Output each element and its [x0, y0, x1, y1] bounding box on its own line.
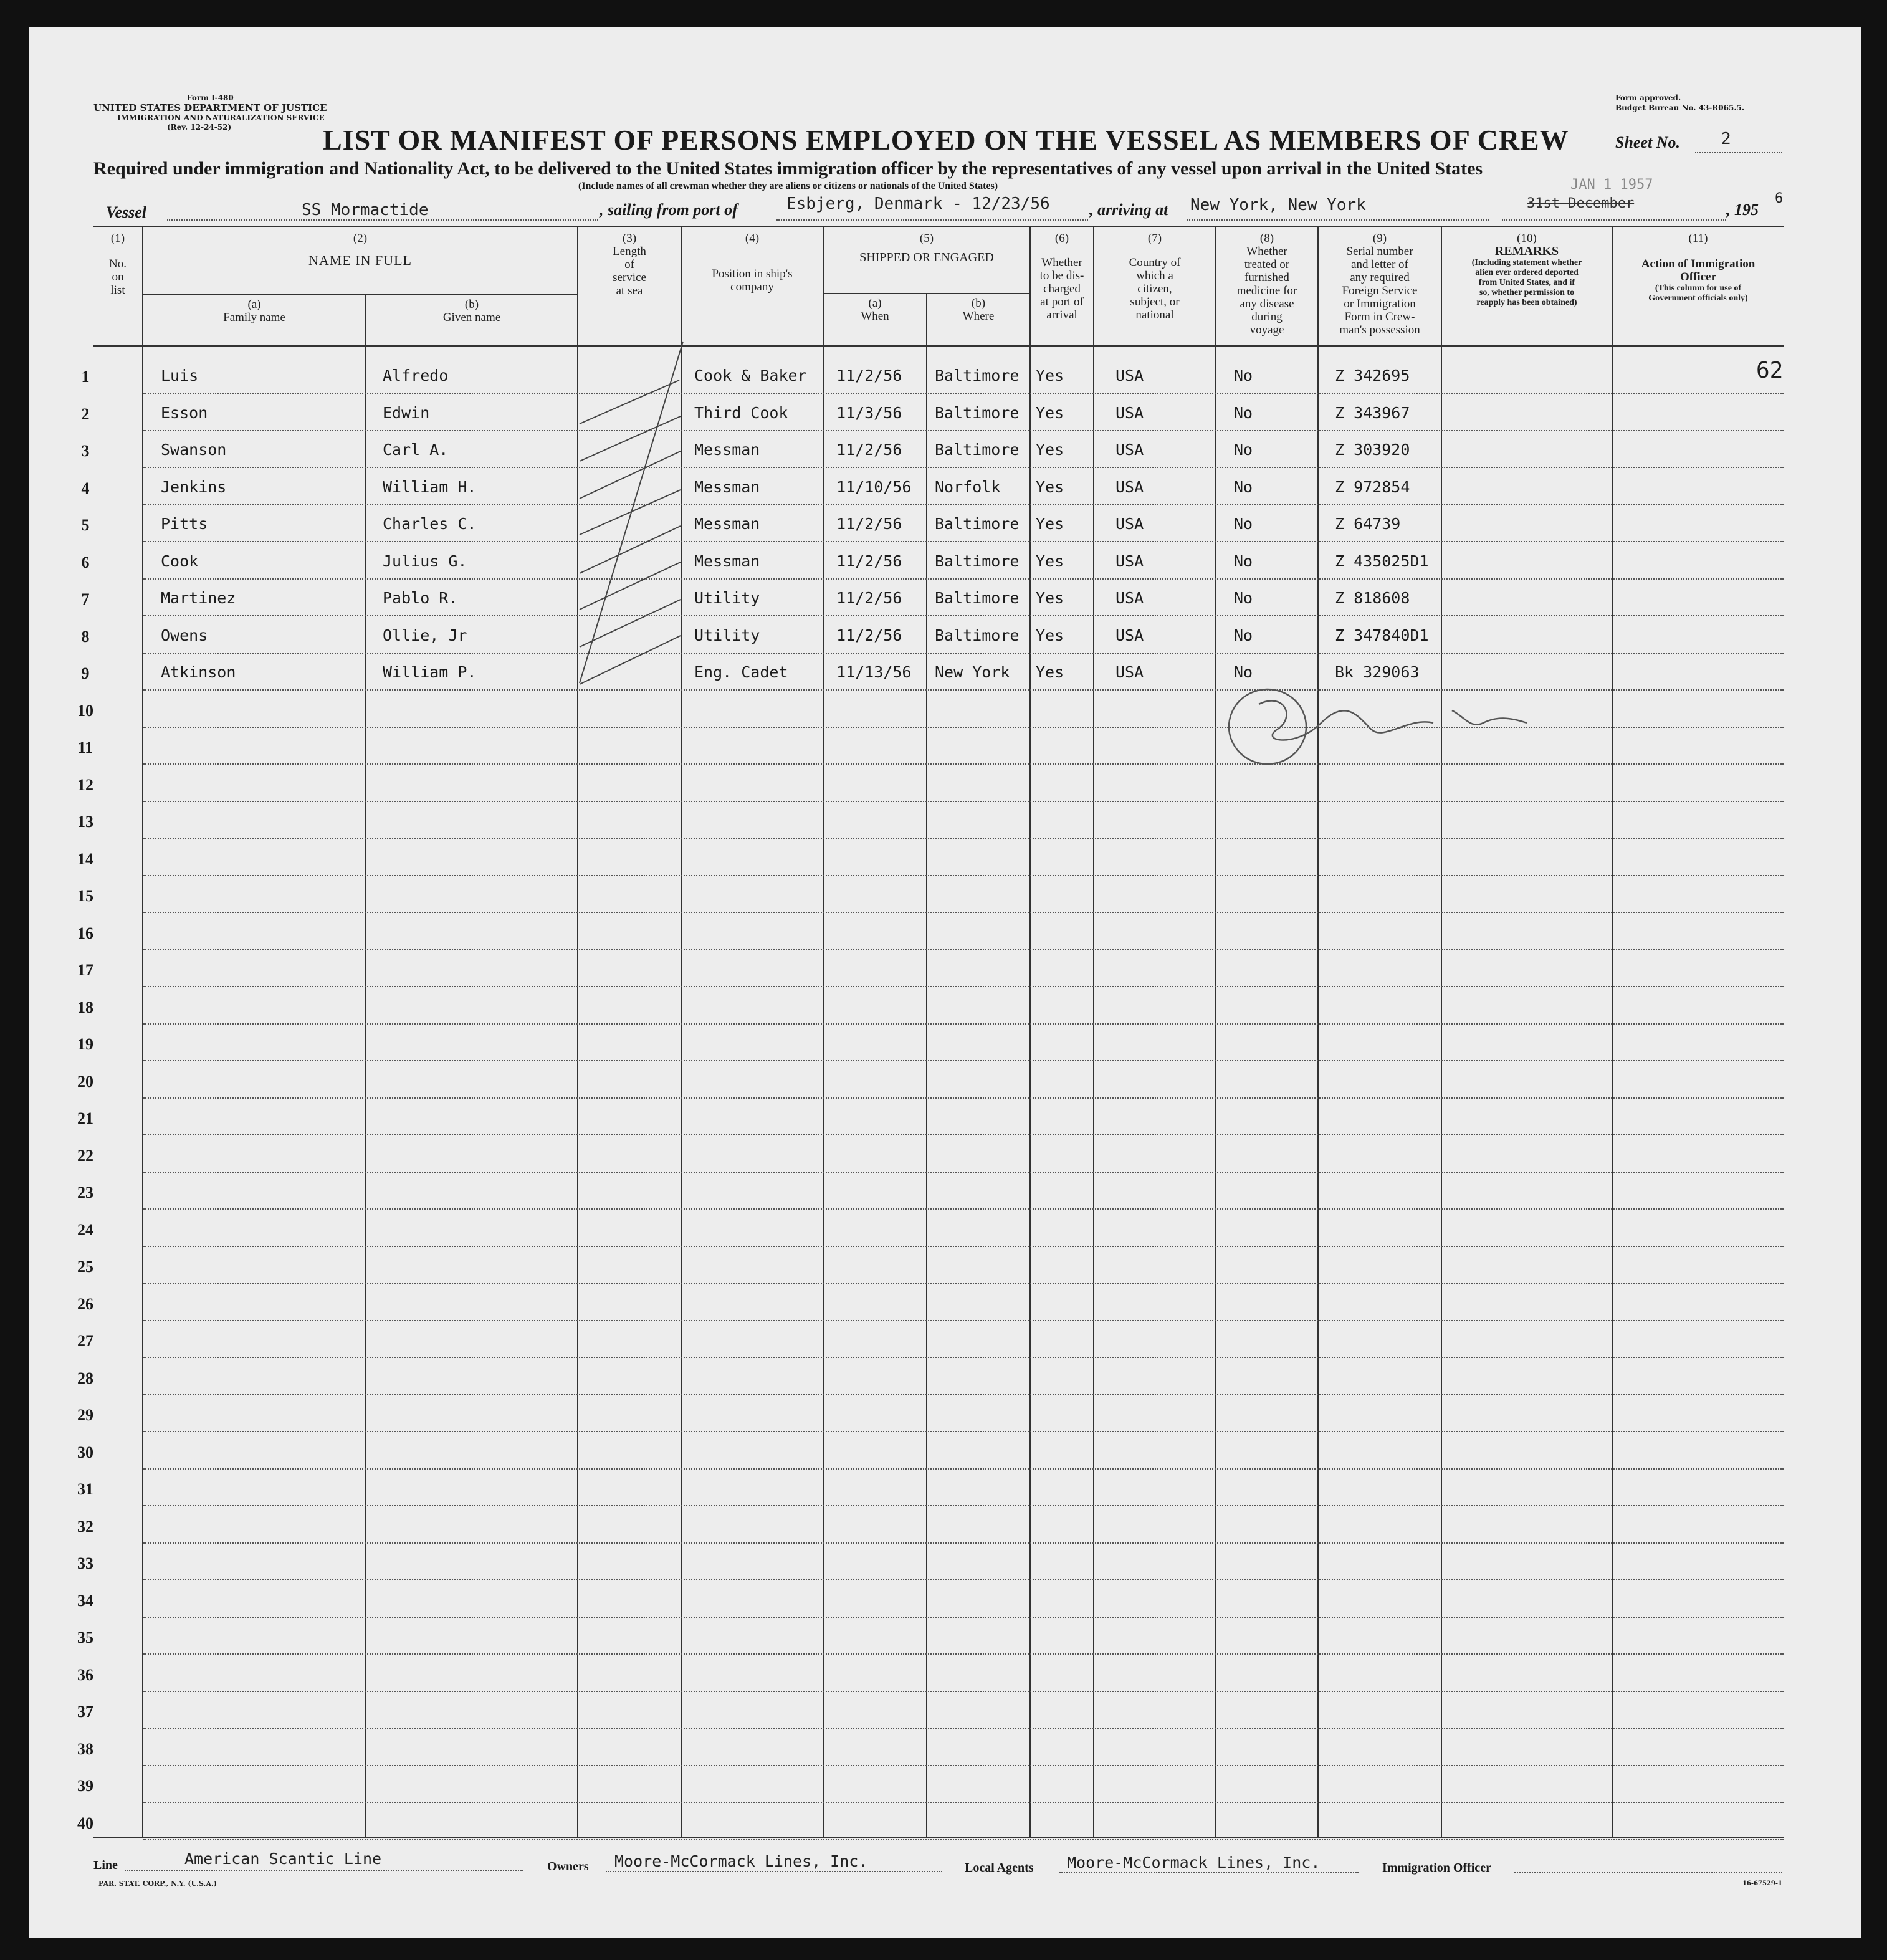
owners-underline: [606, 1871, 942, 1872]
cell-where: Baltimore: [935, 366, 1020, 385]
slash-mark: [580, 342, 683, 683]
cell-country: USA: [1115, 515, 1144, 533]
slash-mark: [580, 526, 681, 573]
agents-value: Moore-McCormack Lines, Inc.: [1067, 1853, 1321, 1872]
form-approved: Form approved.: [1615, 93, 1681, 102]
cell-country: USA: [1115, 477, 1144, 496]
row-number: 34: [77, 1591, 93, 1610]
owners-value: Moore-McCormack Lines, Inc.: [614, 1852, 868, 1870]
row-number: 35: [77, 1628, 93, 1647]
cell-when: 11/2/56: [836, 589, 902, 607]
row-number: 33: [77, 1554, 93, 1572]
cell-when: 11/10/56: [836, 477, 912, 496]
row-number: 31: [77, 1480, 93, 1498]
cell-given: Pablo R.: [383, 589, 458, 607]
cell-discharged: Yes: [1036, 515, 1064, 533]
cell-medicine: No: [1234, 552, 1253, 570]
col2-header: (2) NAME IN FULL: [308, 232, 412, 268]
cell-family: Martinez: [161, 589, 236, 607]
budget-bureau: Budget Bureau No. 43-R065.5.: [1615, 103, 1745, 112]
cell-country: USA: [1115, 552, 1144, 570]
cell-medicine: No: [1234, 663, 1253, 681]
cell-serial: Z 347840D1: [1335, 626, 1429, 644]
cell-given: Julius G.: [383, 552, 467, 570]
cell-position: Messman: [694, 441, 760, 459]
row-number: 23: [77, 1183, 93, 1202]
cell-family: Swanson: [161, 441, 227, 459]
row-number: 8: [81, 627, 90, 646]
row-number: 7: [81, 590, 90, 608]
inspector-signature: [1229, 689, 1527, 764]
agents-label: Local Agents: [965, 1861, 1034, 1875]
sheet-label: Sheet No.: [1615, 133, 1680, 151]
col9-header: (9) Serial number and letter of any required Foreign Service or Immigration Form in Crew- man's possession: [1339, 232, 1420, 337]
col11-header: (11) Action of Immigration Officer (This column for use of Government officials only): [1641, 232, 1756, 303]
slash-mark: [580, 451, 681, 499]
cell-serial: Z 64739: [1335, 515, 1401, 533]
cell-position: Third Cook: [694, 403, 788, 422]
row-number: 28: [77, 1369, 93, 1387]
service-slash-marks: [580, 342, 683, 684]
cell-given: Charles C.: [383, 515, 477, 533]
row-number: 19: [77, 1035, 93, 1053]
row-number: 1: [81, 368, 90, 386]
cell-discharged: Yes: [1036, 589, 1064, 607]
cell-discharged: Yes: [1036, 477, 1064, 496]
cell-where: New York: [935, 663, 1010, 681]
service-name: IMMIGRATION AND NATURALIZATION SERVICE: [117, 113, 325, 122]
row-number: 10: [77, 701, 93, 720]
cell-when: 11/2/56: [836, 552, 902, 570]
officer-underline: [1514, 1872, 1782, 1873]
received-stamp: JAN 1 1957: [1570, 177, 1653, 193]
cell-position: Utility: [694, 589, 760, 607]
cell-serial: Z 303920: [1335, 441, 1410, 459]
cell-medicine: No: [1234, 441, 1253, 459]
col10-header: (10) REMARKS (Including statement whether alien ever ordered deported from United States, and if so, whether permission to reapply has been obtained): [1471, 232, 1582, 307]
cell-given: Alfredo: [383, 366, 449, 385]
cell-when: 11/2/56: [836, 441, 902, 459]
form-code: 16-67529-1: [1742, 1880, 1782, 1887]
row-number: 4: [81, 479, 90, 497]
cell-discharged: Yes: [1036, 366, 1064, 385]
cell-given: William H.: [383, 477, 477, 496]
cell-discharged: Yes: [1036, 663, 1064, 681]
row-number: 15: [77, 887, 93, 905]
row-number: 25: [77, 1258, 93, 1276]
year-label: , 195: [1726, 201, 1759, 219]
row-number: 40: [77, 1814, 93, 1832]
cell-serial: Z 818608: [1335, 589, 1410, 607]
cell-position: Messman: [694, 515, 760, 533]
row-number: 30: [77, 1443, 93, 1461]
cell-family: Owens: [161, 626, 208, 644]
slash-mark: [580, 490, 681, 535]
cell-where: Baltimore: [935, 552, 1020, 570]
row-number: 17: [77, 961, 93, 979]
cell-action: 62: [1756, 358, 1784, 383]
cell-given: Ollie, Jr: [383, 626, 467, 644]
col2a-header: (a) Family name: [223, 298, 285, 324]
form-number: Form I-480: [187, 93, 234, 102]
agents-underline: [1059, 1872, 1359, 1873]
vessel-name: SS Mormactide: [302, 201, 429, 219]
cell-country: USA: [1115, 626, 1144, 644]
cell-position: Eng. Cadet: [694, 663, 788, 681]
officer-label: Immigration Officer: [1382, 1861, 1491, 1875]
cell-country: USA: [1115, 663, 1144, 681]
cell-medicine: No: [1234, 515, 1253, 533]
cell-discharged: Yes: [1036, 441, 1064, 459]
page-title: LIST OR MANIFEST OF PERSONS EMPLOYED ON THE VESSEL AS MEMBERS OF CREW: [323, 124, 1569, 156]
cell-when: 11/2/56: [836, 515, 902, 533]
row-number: 12: [77, 775, 93, 794]
cell-country: USA: [1115, 589, 1144, 607]
owners-label: Owners: [547, 1860, 589, 1873]
cell-family: Pitts: [161, 515, 208, 533]
cell-given: Edwin: [383, 403, 430, 422]
row-number: 5: [81, 516, 90, 534]
row-number: 39: [77, 1777, 93, 1795]
cell-where: Norfolk: [935, 477, 1001, 496]
cell-medicine: No: [1234, 477, 1253, 496]
row-number: 32: [77, 1517, 93, 1536]
col4-header: (4) Position in ship's company: [712, 232, 793, 294]
col3-header: (3) Length of service at sea: [613, 232, 646, 297]
cell-when: 11/2/56: [836, 626, 902, 644]
row-number: 27: [77, 1332, 93, 1350]
row-number: 3: [81, 442, 90, 460]
cell-position: Messman: [694, 477, 760, 496]
row-number: 11: [77, 739, 93, 757]
cell-discharged: Yes: [1036, 403, 1064, 422]
cell-discharged: Yes: [1036, 552, 1064, 570]
row-number: 21: [77, 1109, 93, 1127]
cell-where: Baltimore: [935, 515, 1020, 533]
row-number: 16: [77, 924, 93, 942]
col8-header: (8) Whether treated or furnished medicine for any disease during voyage: [1236, 232, 1297, 337]
arriving-label: , arriving at: [1089, 201, 1168, 219]
col1-header: (1) No. on list: [109, 232, 127, 297]
cell-position: Cook & Baker: [694, 366, 807, 385]
cell-position: Messman: [694, 552, 760, 570]
printer-credit: PAR. STAT. CORP., N.Y. (U.S.A.): [98, 1880, 217, 1888]
year-digit: 6: [1775, 191, 1784, 206]
row-number: 6: [81, 553, 90, 571]
slash-mark: [580, 600, 681, 647]
row-number: 14: [77, 849, 93, 868]
cell-where: Baltimore: [935, 441, 1020, 459]
form-revision: (Rev. 12-24-52): [167, 123, 232, 131]
line-value: American Scantic Line: [184, 1850, 382, 1868]
cell-when: 11/3/56: [836, 403, 902, 422]
cell-given: William P.: [383, 663, 477, 681]
row-number: 22: [77, 1146, 93, 1165]
col2b-header: (b) Given name: [442, 298, 501, 324]
row-number: 26: [77, 1294, 93, 1313]
row-number: 38: [77, 1739, 93, 1758]
department-name: UNITED STATES DEPARTMENT OF JUSTICE: [93, 102, 327, 113]
col5-header: (5) SHIPPED OR ENGAGED: [859, 232, 994, 264]
cell-family: Atkinson: [161, 663, 236, 681]
sheet-number: 2: [1721, 130, 1731, 148]
line-label: Line: [93, 1858, 118, 1872]
cell-serial: Z 342695: [1335, 366, 1410, 385]
col7-header: (7) Country of which a citizen, subject, or national: [1129, 232, 1181, 322]
cell-where: Baltimore: [935, 589, 1020, 607]
row-number: 24: [77, 1220, 93, 1239]
cell-serial: Z 972854: [1335, 477, 1410, 496]
cell-position: Utility: [694, 626, 760, 644]
cell-family: Cook: [161, 552, 199, 570]
row-number: 18: [77, 998, 93, 1016]
cell-country: USA: [1115, 441, 1144, 459]
cell-serial: Z 435025D1: [1335, 552, 1429, 570]
cell-where: Baltimore: [935, 403, 1020, 422]
cell-medicine: No: [1234, 589, 1253, 607]
cell-discharged: Yes: [1036, 626, 1064, 644]
cell-given: Carl A.: [383, 441, 449, 459]
slash-mark: [580, 562, 681, 610]
sailing-from: Esbjerg, Denmark - 12/23/56: [786, 194, 1050, 213]
col6-header: (6) Whether to be dis- charged at port of arrival: [1039, 232, 1084, 322]
cell-when: 11/2/56: [836, 366, 902, 385]
line-underline: [125, 1870, 523, 1871]
row-number: 2: [81, 404, 90, 423]
page-subtitle: Required under immigration and Nationality Act, to be delivered to the United States immigration officer by the representatives of any vessel upon arrival in the United States: [93, 158, 1483, 179]
cell-where: Baltimore: [935, 626, 1020, 644]
slash-mark: [580, 416, 681, 461]
sailing-label: , sailing from port of: [600, 201, 738, 219]
page-instruction: (Include names of all crewman whether they are aliens or citizens or nationals of the United States): [578, 181, 998, 191]
cell-family: Esson: [161, 403, 208, 422]
vessel-label: Vessel: [106, 203, 146, 221]
cell-serial: Bk 329063: [1335, 663, 1420, 681]
cell-medicine: No: [1234, 366, 1253, 385]
col5b-header: (b) Where: [962, 297, 995, 323]
cell-family: Jenkins: [161, 477, 227, 496]
row-number: 29: [77, 1406, 93, 1424]
row-number: 9: [81, 664, 90, 682]
cell-country: USA: [1115, 366, 1144, 385]
cell-serial: Z 343967: [1335, 403, 1410, 422]
cell-when: 11/13/56: [836, 663, 912, 681]
struck-date: 31st December: [1527, 196, 1635, 211]
row-number: 13: [77, 813, 93, 831]
col5a-header: (a) When: [861, 297, 889, 323]
row-number: 37: [77, 1703, 93, 1721]
row-number: 20: [77, 1072, 93, 1091]
arriving-at: New York, New York: [1190, 196, 1366, 214]
cell-medicine: No: [1234, 626, 1253, 644]
row-number: 36: [77, 1665, 93, 1684]
slash-mark: [580, 636, 681, 684]
cell-family: Luis: [161, 366, 199, 385]
cell-medicine: No: [1234, 403, 1253, 422]
cell-country: USA: [1115, 403, 1144, 422]
